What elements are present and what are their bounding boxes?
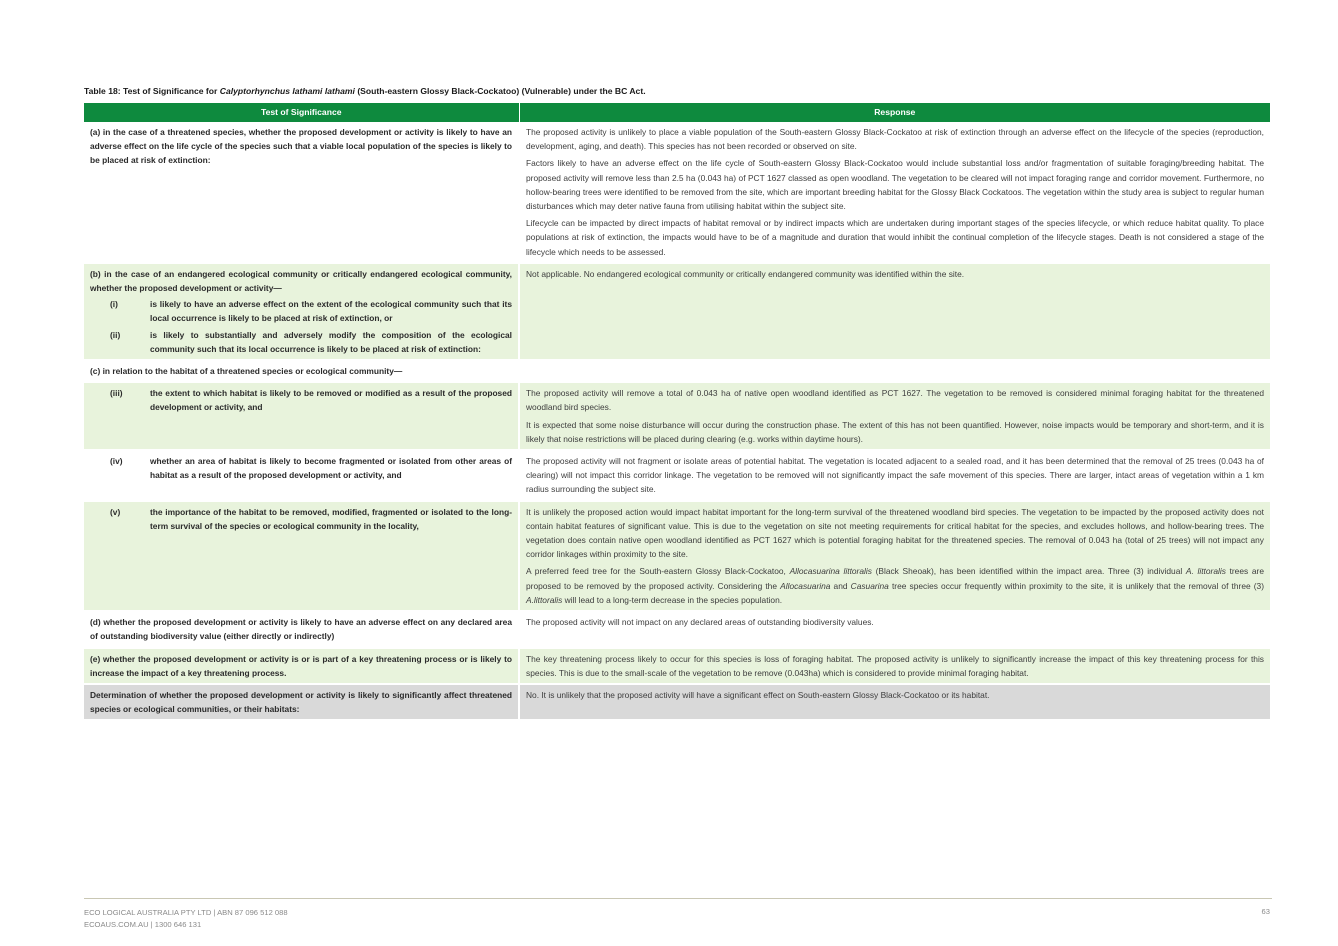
footer-line-1: ECO LOGICAL AUSTRALIA PTY LTD | ABN 87 096 512 088: [84, 908, 288, 917]
table-header-row: [84, 103, 1270, 122]
response-iii: The proposed activity will remove a total of 0.043 ha of native open woodland identified as PCT 1627. The vegetation to be removed is considered minimal foraging habitat for the threatened woodland bird species. It is expected that some noise disturbance will occur during the construction phase. The extent of this has not been quantified. However, noise impacts would be temporary and short-term, and it is likely that noise restrictions will be placed during clearing (e.g. works within daytime hours).: [519, 382, 1270, 450]
footer-line-2: ECOAUS.COM.AU | 1300 646 131: [84, 919, 202, 929]
determination-row: [84, 684, 1270, 720]
table-row: [84, 122, 1270, 263]
significance-table: [84, 103, 1270, 721]
page-number: 63: [1261, 907, 1270, 916]
response-iv: The proposed activity will not fragment or isolate areas of potential habitat. The vegetation is located adjacent to a sealed road, and it has been determined that the removal of 25 trees (0.043 ha of clearing) will not impact this corridor linkage. The vegetation to be removed will not significantly impact the safe movement of this species. There are larger, intact areas of vegetation within a 1 km radius surrounding the subject site.: [519, 450, 1270, 501]
table-row: [84, 263, 1270, 360]
header-test: Test of Significance: [84, 103, 519, 122]
question-iv: (iv) whether an area of habitat is likely to become fragmented or isolated from other areas of habitat as a result of the proposed development or activity, and: [84, 450, 519, 501]
response-a: The proposed activity is unlikely to place a viable population of the South-eastern Glossy Black-Cockatoo at risk of extinction through an adverse effect on the lifecycle of the species (reproduction, development, aging, and death). This species has not been recorded or observed on site. Factors likely to have an adverse effect on the life cycle of South-eastern Glossy Black-Cockatoo would include substantial loss and/or fragmentation of suitable foraging/breeding habitat. The proposed activity will remove less than 2.5 ha (0.043 ha) of PCT 1627 classed as open woodland. The vegetation to be cleared will not impact foraging range and corridor movement. Furthermore, no hollow-bearing trees were identified to be removed from the site, which are important breeding habitat for the Glossy Black Cockatoos. The vegetation within the study area is subject to regular human disturbances which may deter native fauna from utilising habitat within the subject site. Lifecycle can be impacted by direct impacts of habitat removal or by indirect impacts which are undertaken during important stages of the species lifecycle, or which reduce habitat quality. To place populations at risk of extinction, the impacts would have to be of a magnitude and duration that would inhibit the continual completion of the lifecycle stages. Death is not considered a stage of the lifecycle which needs to be assessed.: [519, 122, 1270, 263]
question-e: (e) whether the proposed development or activity is or is part of a key threatening process or is likely to increase the impact of a key threatening process.: [84, 648, 519, 684]
footer-divider: [84, 898, 1272, 899]
table-row: [84, 501, 1270, 611]
table-row: [84, 450, 1270, 501]
response-d: The proposed activity will not impact on any declared areas of outstanding biodiversity values.: [519, 611, 1270, 647]
question-v: (v) the importance of the habitat to be removed, modified, fragmented or isolated to the long-term survival of the species or ecological community in the locality,: [84, 501, 519, 611]
question-a: (a) in the case of a threatened species, whether the proposed development or activity is likely to have an adverse effect on the life cycle of the species such that a viable local population of the species is likely to be placed at risk of extinction:: [84, 122, 519, 263]
response-e: The key threatening process likely to occur for this species is loss of foraging habitat. The proposed activity is unlikely to significantly increase the impact of this key threatening process for this species. This is due to the small-scale of the vegetation to be remove (0.043ha) which is considered to provide minimal foraging habitat.: [519, 648, 1270, 684]
table-row: [84, 360, 1270, 382]
table-row: [84, 648, 1270, 684]
question-c: (c) in relation to the habitat of a threatened species or ecological community—: [84, 360, 519, 382]
question-d: (d) whether the proposed development or activity is likely to have an adverse effect on any declared area of outstanding biodiversity value (either directly or indirectly): [84, 611, 519, 647]
header-response: Response: [519, 103, 1270, 122]
response-v: It is unlikely the proposed action would impact habitat important for the long-term survival of the threatened woodland bird species. The vegetation to be impacted by the proposed activity does not contain habitat features of significant value. This is due to the vegetation on site not meeting requirements for critical habitat for the species, and excludes hollows, and hollow-bearing trees. The vegetation does contain native open woodland identified as PCT 1627 which is potential foraging habitat for the threatened species. The removal of 0.043 ha (total of 25 trees) will not impact any corridor linkages within proximity to the site. A preferred feed tree for the South-eastern Glossy Black-Cockatoo, Allocasuarina littoralis (Black Sheoak), has been identified within the impact area. Three (3) individual A. littoralis trees are proposed to be removed by the proposed activity. Considering the Allocasuarina and Casuarina tree species occur frequently within proximity to the site, it is unlikely that the removal of three (3) A.littoralis will lead to a long-term decrease in the species population.: [519, 501, 1270, 611]
determination-question: Determination of whether the proposed development or activity is likely to significantly affect threatened species or ecological communities, or their habitats:: [84, 684, 519, 720]
table-row: [84, 382, 1270, 450]
table-caption: Table 18: Test of Significance for Calyptorhynchus lathami lathami (South-eastern Glossy Black-Cockatoo) (Vulnerable) under the BC Act.: [84, 86, 646, 96]
question-b: (b) in the case of an endangered ecological community or critically endangered ecological community, whether the proposed development or activity— (i) is likely to have an adverse effect on the extent of the ecological community such that its local occurrence is likely to be placed at risk of extinction, or (ii) is likely to substantially and adversely modify the composition of the ecological community such that its local occurrence is likely to be placed at risk of extinction:: [84, 263, 519, 360]
footer-company: [84, 907, 288, 930]
question-iii: (iii) the extent to which habitat is likely to be removed or modified as a result of the proposed development or activity, and: [84, 382, 519, 450]
table-row: [84, 611, 1270, 647]
determination-response: No. It is unlikely that the proposed activity will have a significant effect on South-eastern Glossy Black-Cockatoo or its habitat.: [519, 684, 1270, 720]
response-c: [519, 360, 1270, 382]
response-b: Not applicable. No endangered ecological community or critically endangered community was identified within the site.: [519, 263, 1270, 360]
